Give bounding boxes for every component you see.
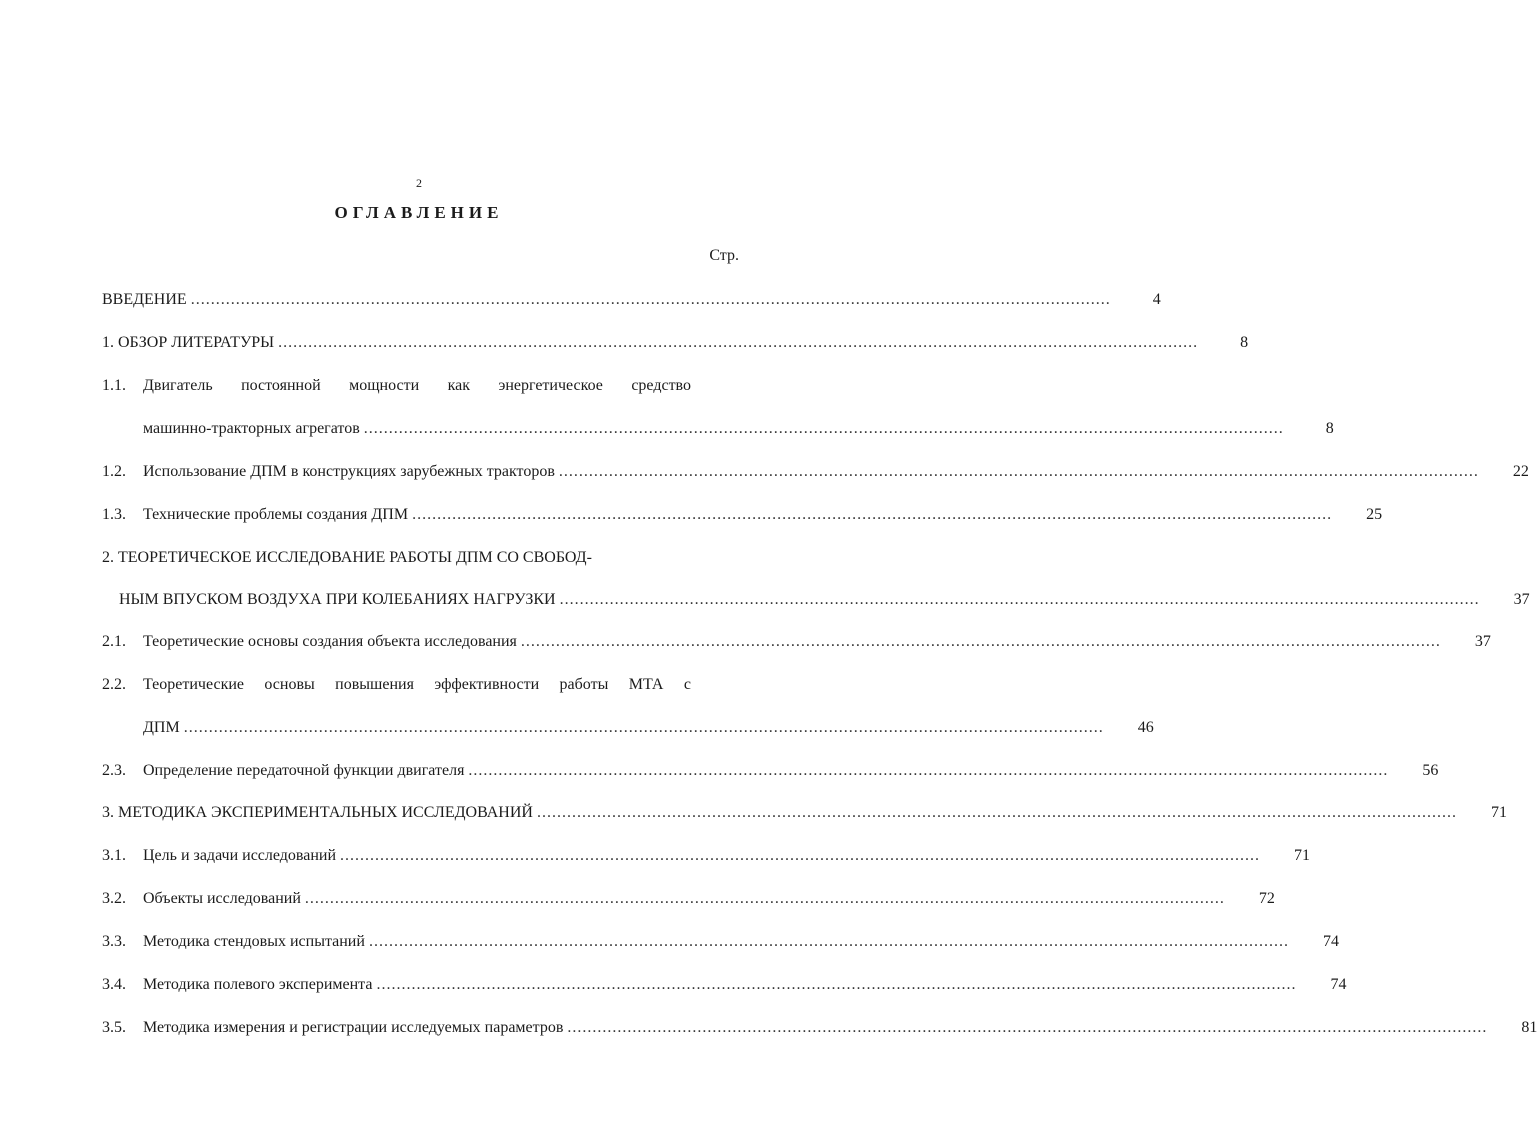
toc-entry-number: 1.2.: [102, 463, 126, 480]
toc-entry-number: 2.3.: [102, 762, 126, 779]
toc-page-number: 71: [1294, 847, 1311, 864]
toc-entry-number: 2.1.: [102, 633, 126, 650]
dot-leader: ........................................................................................................................................................................................: [340, 847, 1261, 864]
dot-leader: ........................................................................................................................................................................................: [363, 420, 1284, 437]
dot-leader: ........................................................................................................................................................................................: [468, 762, 1389, 779]
toc-entry-1-3[interactable]: [102, 502, 1383, 528]
toc-page-number: 8: [1325, 420, 1334, 437]
toc-entry-1-1[interactable]: [143, 416, 1334, 442]
toc-entry-text: 3. МЕТОДИКА ЭКСПЕРИМЕНТАЛЬНЫХ ИССЛЕДОВАНИЙ: [102, 804, 533, 821]
toc-entry-text: Объекты исследований: [143, 890, 301, 907]
dot-leader: ........................................................................................................................................................................................: [536, 804, 1457, 821]
toc-entry-2-1[interactable]: [102, 629, 1491, 655]
toc-entry-text: НЫМ ВПУСКОМ ВОЗДУХА ПРИ КОЛЕБАНИЯХ НАГРУЗКИ: [119, 591, 556, 608]
toc-entry-text: ВВЕДЕНИЕ: [102, 291, 187, 308]
toc-entry-3-5[interactable]: [102, 1015, 1537, 1041]
toc-entry-text: Цель и задачи исследований: [143, 847, 337, 864]
toc-entry-text: 2. ТЕОРЕТИЧЕСКОЕ ИССЛЕДОВАНИЕ РАБОТЫ ДПМ СО СВОБОД-: [102, 549, 592, 566]
toc-page-number: 8: [1240, 334, 1249, 351]
toc-page-number: 71: [1490, 804, 1507, 821]
toc-entry-intro[interactable]: [102, 287, 1161, 313]
toc-entry-3-1[interactable]: [102, 843, 1311, 869]
dot-leader: ........................................................................................................................................................................................: [520, 633, 1441, 650]
toc-entry-section-2-line1[interactable]: [102, 545, 739, 571]
toc-entry-2-2-line1[interactable]: Теоретические основы повышения эффективности работы МТА с: [143, 676, 691, 693]
toc-entry-number: 3.4.: [102, 976, 126, 993]
toc-entry-number: 2.2.: [102, 676, 126, 693]
toc-entry-1-1-line1[interactable]: Двигатель постоянной мощности как энергетическое средство: [143, 377, 691, 394]
toc-entry-number: 1.3.: [102, 506, 126, 523]
page-column-label: Стр.: [709, 247, 739, 264]
toc-entry-1-2[interactable]: [102, 459, 1529, 485]
toc-page-number: 22: [1512, 463, 1529, 480]
toc-entry-text: Методика стендовых испытаний: [143, 933, 365, 950]
toc-entry-2-2[interactable]: [143, 715, 1154, 741]
toc-entry-number: 1.1.: [102, 377, 126, 394]
toc-entry-text: ДПМ: [143, 719, 180, 736]
dot-leader: ........................................................................................................................................................................................: [183, 719, 1104, 736]
dot-leader: ........................................................................................................................................................................................: [558, 463, 1479, 480]
toc-entry-number: 3.1.: [102, 847, 126, 864]
dot-leader: ........................................................................................................................................................................................: [559, 591, 1480, 608]
toc-page-number: 37: [1513, 591, 1530, 608]
toc-entry-text: Методика измерения и регистрации исследуемых параметров: [143, 1019, 564, 1036]
page-title: ОГЛАВЛЕНИЕ: [334, 203, 504, 222]
toc-entry-number: 3.3.: [102, 933, 126, 950]
dot-leader: ........................................................................................................................................................................................: [567, 1019, 1488, 1036]
toc-entry-3-2[interactable]: [102, 886, 1275, 912]
toc-entry-text: машинно-тракторных агрегатов: [143, 420, 360, 437]
dot-leader: ........................................................................................................................................................................................: [278, 334, 1199, 351]
toc-page-number: 81: [1521, 1019, 1537, 1036]
toc-page-number: 74: [1322, 933, 1339, 950]
toc-entry-text: Технические проблемы создания ДПМ: [143, 506, 409, 523]
dot-leader: ........................................................................................................................................................................................: [368, 933, 1289, 950]
toc-entry-3-4[interactable]: [102, 972, 1347, 998]
toc-page-number: 56: [1422, 762, 1439, 779]
toc-entry-number: 3.2.: [102, 890, 126, 907]
toc-entry-section-3[interactable]: [102, 800, 1507, 826]
toc-entry-text: 1. ОБЗОР ЛИТЕРАТУРЫ: [102, 334, 275, 351]
toc-entry-section-2[interactable]: [119, 587, 1530, 613]
dot-leader: ........................................................................................................................................................................................: [412, 506, 1333, 523]
toc-entry-number: 3.5.: [102, 1019, 126, 1036]
toc-entry-section-1[interactable]: [102, 330, 1249, 356]
toc-entry-text: Методика полевого эксперимента: [143, 976, 373, 993]
toc-page-number: 25: [1366, 506, 1383, 523]
page-number: 2: [416, 176, 422, 190]
toc-entry-text: Использование ДПМ в конструкциях зарубежных тракторов: [143, 463, 555, 480]
dot-leader: ........................................................................................................................................................................................: [304, 890, 1225, 907]
toc-entry-2-3[interactable]: [102, 758, 1439, 784]
dot-leader: ........................................................................................................................................................................................: [190, 291, 1111, 308]
toc-page-number: 74: [1330, 976, 1347, 993]
toc-entry-3-3[interactable]: [102, 929, 1339, 955]
toc-page-number: 37: [1474, 633, 1491, 650]
toc-page-number: 4: [1152, 291, 1161, 308]
toc-page-number: 72: [1258, 890, 1275, 907]
toc-page-number: 46: [1137, 719, 1154, 736]
dot-leader: ........................................................................................................................................................................................: [376, 976, 1297, 993]
toc-entry-text: Теоретические основы создания объекта исследования: [143, 633, 517, 650]
toc-entry-text: Определение передаточной функции двигателя: [143, 762, 465, 779]
